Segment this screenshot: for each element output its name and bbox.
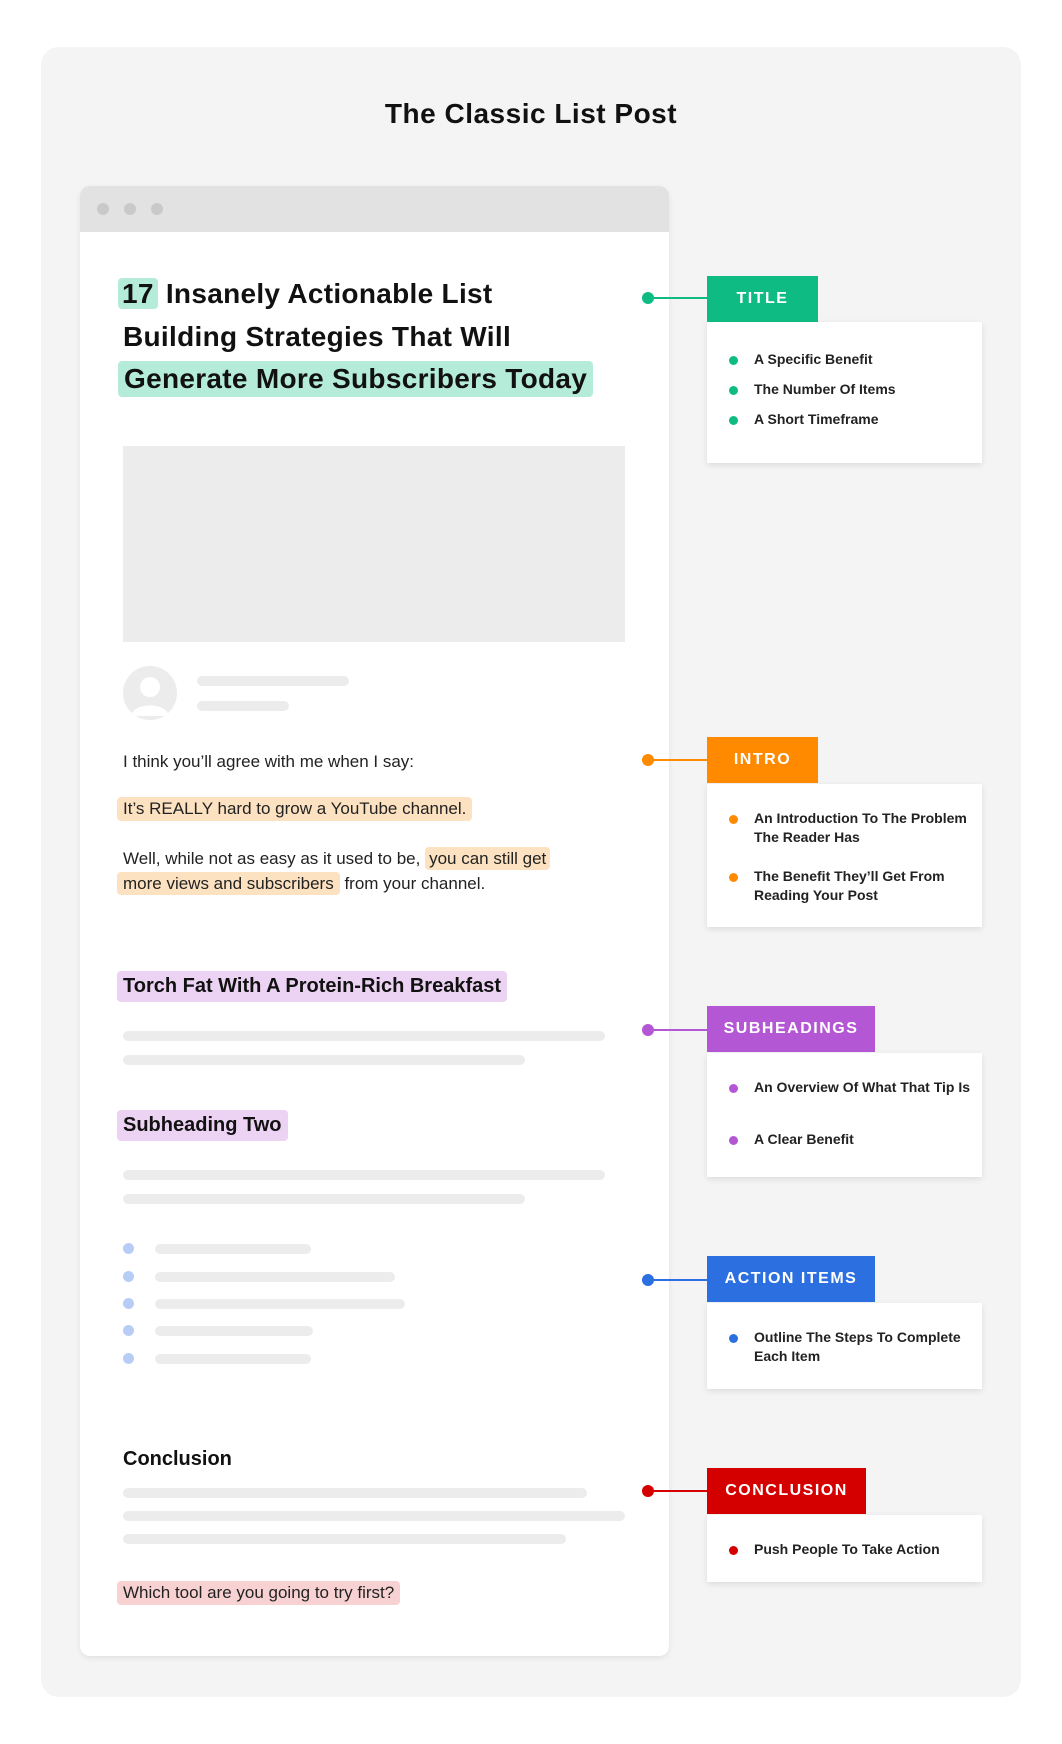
card-item: Outline The Steps To Complete Each Item [754,1329,961,1364]
browser-title-bar [80,186,669,232]
bullet-dot-icon [729,386,738,395]
text-line-placeholder [123,1511,625,1521]
text-line-placeholder [123,1031,605,1041]
card-item: A Specific Benefit [754,351,873,367]
conclusion-tag: CONCLUSION [707,1468,866,1514]
user-icon [123,666,177,720]
author-avatar [123,666,177,720]
text-line-placeholder [123,1194,525,1204]
title-annotation-card [707,322,982,463]
connector-line [648,1490,707,1492]
connector-line [648,1279,707,1281]
card-item: An Overview Of What That Tip Is [754,1079,970,1095]
connector-line [648,297,707,299]
text-line-placeholder [123,1170,605,1180]
intro-paragraph-line-1 [123,849,550,869]
connector-line [648,1029,707,1031]
conclusion-heading: Conclusion [123,1448,232,1470]
window-dot-icon [97,203,109,215]
intro-annotation-card [707,784,982,927]
browser-window [80,186,669,1656]
bullet-line-placeholder [155,1299,405,1309]
author-meta-placeholder [197,701,289,711]
intro-paragraph-highlight-2: more views and subscribers [117,872,340,895]
bullet-dot-icon [729,1334,738,1343]
intro-paragraph-end: from your channel. [344,874,486,893]
intro-paragraph-line-2 [117,874,485,894]
title-number-highlight: 17 [118,278,158,309]
action-items-tag: ACTION ITEMS [707,1256,875,1302]
text-line-placeholder [123,1488,587,1498]
bullet-dot-icon [123,1271,134,1282]
bullet-dot-icon [123,1298,134,1309]
action-items-annotation-card [707,1303,982,1389]
subheadings-annotation-card [707,1053,982,1177]
card-item: Push People To Take Action [754,1541,940,1557]
connector-line [648,759,707,761]
intro-paragraph-highlight-1: you can still get [425,847,550,870]
bullet-dot-icon [729,356,738,365]
bullet-dot-icon [729,873,738,882]
bullet-line-placeholder [155,1272,395,1282]
card-item: A Short Timeframe [754,411,879,427]
intro-highlight: It’s REALLY hard to grow a YouTube channel. [117,797,472,821]
card-item: The Number Of Items [754,381,896,397]
bullet-dot-icon [123,1325,134,1336]
card-item: An Introduction To The Problem The Reader Has [754,810,967,845]
subheading-two: Subheading Two [117,1110,288,1141]
subheadings-tag: SUBHEADINGS [707,1006,875,1052]
intro-tag: INTRO [707,737,818,783]
text-line-placeholder [123,1534,566,1544]
bullet-line-placeholder [155,1244,311,1254]
title-line-1-text: Insanely Actionable List [165,278,493,309]
bullet-dot-icon [729,815,738,824]
window-dot-icon [151,203,163,215]
bullet-dot-icon [729,416,738,425]
intro-line: I think you’ll agree with me when I say: [123,752,415,771]
bullet-line-placeholder [155,1326,313,1336]
page-title: The Classic List Post [384,98,678,129]
bullet-dot-icon [123,1353,134,1364]
text-line-placeholder [123,1055,525,1065]
bullet-dot-icon [123,1243,134,1254]
title-tag: TITLE [707,276,818,322]
post-title-line-2: Building Strategies That Will [123,321,512,352]
author-name-placeholder [197,676,349,686]
post-title-line-3-highlight: Generate More Subscribers Today [118,361,593,397]
card-item: The Benefit They’ll Get From Reading Your Post [754,868,945,903]
bullet-line-placeholder [155,1354,311,1364]
card-item: A Clear Benefit [754,1131,854,1147]
subheading-one: Torch Fat With A Protein-Rich Breakfast [117,971,507,1002]
bullet-dot-icon [729,1136,738,1145]
bullet-dot-icon [729,1084,738,1093]
window-dot-icon [124,203,136,215]
conclusion-annotation-card [707,1515,982,1582]
conclusion-question: Which tool are you going to try first? [117,1581,400,1605]
intro-paragraph-start: Well, while not as easy as it used to be, [123,849,421,868]
post-title-line-1 [118,276,493,312]
bullet-dot-icon [729,1546,738,1555]
hero-image-placeholder [123,446,625,642]
